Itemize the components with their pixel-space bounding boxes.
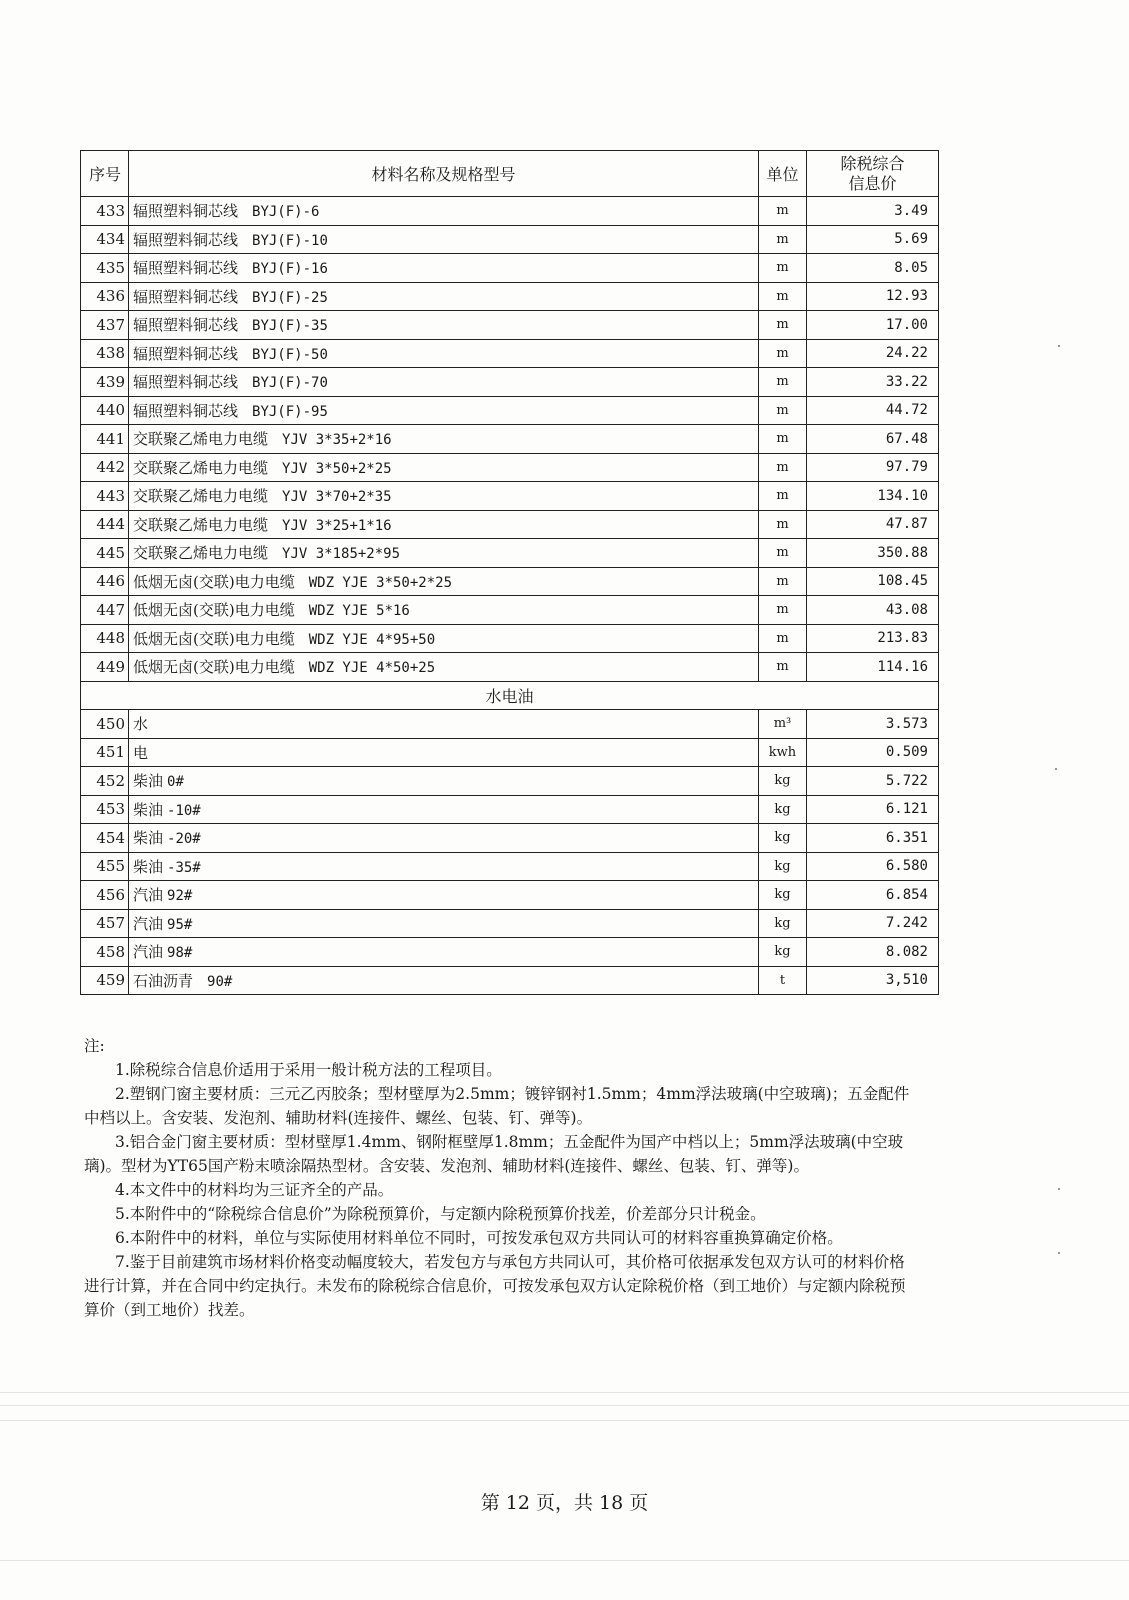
row-no: 454 (81, 824, 129, 853)
material-spec: 95# (167, 916, 193, 933)
table-row (81, 311, 939, 340)
note-item: 2.塑钢门窗主要材质：三元乙丙胶条；型材壁厚为2.5mm；镀锌钢衬1.5mm；4mm浮法玻璃(中空玻璃)；五金配件中档以上。含安装、发泡剂、辅助材料(连接件、螺丝、包装、钉、弹等)。 (84, 1085, 910, 1127)
material-spec: 0# (167, 774, 184, 791)
material-name: 辐照塑料铜芯线 (133, 202, 239, 221)
table-row (81, 710, 939, 739)
row-price: 114.16 (807, 653, 939, 682)
table-row (81, 453, 939, 482)
material-name: 辐照塑料铜芯线 (133, 373, 239, 392)
table-row (81, 624, 939, 653)
material-name: 柴油 (133, 800, 164, 819)
material-name: 辐照塑料铜芯线 (133, 316, 239, 335)
section-row (81, 681, 939, 710)
note-item: 7.鉴于目前建筑市场材料价格变动幅度较大，若发包方与承包方共同认可，其价格可依据承发包双方认可的材料价格进行计算，并在合同中约定执行。未发布的除税综合信息价，可按发承包双方认定除税价格（到工地价）与定额内除税预算价（到工地价）找差。 (84, 1253, 906, 1319)
row-name-cell (129, 539, 759, 568)
material-name: 交联聚乙烯电力电缆 (133, 430, 269, 449)
row-price: 7.242 (807, 909, 939, 938)
material-name: 汽油 (133, 886, 164, 905)
table-row (81, 197, 939, 226)
scan-speck (1055, 768, 1057, 770)
row-unit: m (759, 254, 807, 283)
material-name: 低烟无卤(交联)电力电缆 (133, 572, 295, 591)
row-unit: m (759, 197, 807, 226)
row-no: 458 (81, 938, 129, 967)
row-no: 451 (81, 738, 129, 767)
material-spec: BYJ(F)-95 (252, 403, 328, 420)
table-row (81, 368, 939, 397)
material-spec: -20# (167, 831, 201, 848)
note-item: 5.本附件中的“除税综合信息价”为除税预算价，与定额内除税预算价找差，价差部分只计税金。 (115, 1205, 766, 1223)
header-name: 材料名称及规格型号 (129, 151, 759, 197)
row-unit: m (759, 396, 807, 425)
row-no: 447 (81, 596, 129, 625)
header-no: 序号 (81, 151, 129, 197)
header-price-line1: 除税综合 (840, 153, 905, 173)
row-unit: kg (759, 909, 807, 938)
material-name: 辐照塑料铜芯线 (133, 259, 239, 278)
row-name-cell (129, 767, 759, 796)
material-name: 辐照塑料铜芯线 (133, 344, 239, 363)
row-unit: kg (759, 795, 807, 824)
table-row (81, 795, 939, 824)
material-name: 交联聚乙烯电力电缆 (133, 487, 269, 506)
row-name-cell (129, 966, 759, 995)
row-no: 436 (81, 282, 129, 311)
note-item: 1.除税综合信息价适用于采用一般计税方法的工程项目。 (115, 1061, 502, 1079)
row-no: 450 (81, 710, 129, 739)
scan-artifact (0, 1392, 1129, 1393)
material-name: 电 (133, 743, 149, 762)
material-name: 低烟无卤(交联)电力电缆 (133, 658, 295, 677)
row-name-cell (129, 425, 759, 454)
material-name: 汽油 (133, 943, 164, 962)
row-price: 44.72 (807, 396, 939, 425)
row-no: 437 (81, 311, 129, 340)
material-name: 柴油 (133, 829, 164, 848)
material-spec: YJV 3*35+2*16 (282, 432, 392, 449)
row-price: 213.83 (807, 624, 939, 653)
row-no: 441 (81, 425, 129, 454)
row-name-cell (129, 453, 759, 482)
material-name: 低烟无卤(交联)电力电缆 (133, 629, 295, 648)
row-unit: m (759, 539, 807, 568)
material-spec: YJV 3*50+2*25 (282, 460, 392, 477)
row-name-cell (129, 710, 759, 739)
row-price: 350.88 (807, 539, 939, 568)
material-spec: YJV 3*185+2*95 (282, 546, 401, 563)
table-body-cables (81, 197, 939, 682)
table-section (81, 681, 939, 710)
row-unit: m (759, 311, 807, 340)
row-price: 134.10 (807, 482, 939, 511)
material-name: 汽油 (133, 914, 164, 933)
row-name-cell (129, 339, 759, 368)
table-row (81, 767, 939, 796)
table-row (81, 738, 939, 767)
row-name-cell (129, 596, 759, 625)
row-name-cell (129, 653, 759, 682)
row-unit: kg (759, 824, 807, 853)
material-spec: BYJ(F)-6 (252, 204, 320, 221)
row-name-cell (129, 824, 759, 853)
notes-label: 注: (84, 1037, 105, 1055)
scan-artifact (0, 1420, 1129, 1421)
price-table (80, 150, 939, 995)
material-name: 辐照塑料铜芯线 (133, 401, 239, 420)
row-no: 434 (81, 225, 129, 254)
row-name-cell (129, 225, 759, 254)
row-unit: kg (759, 938, 807, 967)
material-name: 柴油 (133, 772, 164, 791)
row-no: 438 (81, 339, 129, 368)
row-unit: m (759, 596, 807, 625)
row-price: 5.722 (807, 767, 939, 796)
table-row (81, 282, 939, 311)
table-row (81, 938, 939, 967)
table-row (81, 596, 939, 625)
row-price: 47.87 (807, 510, 939, 539)
row-unit: m (759, 368, 807, 397)
material-name: 交联聚乙烯电力电缆 (133, 544, 269, 563)
row-price: 6.351 (807, 824, 939, 853)
row-no: 442 (81, 453, 129, 482)
header-unit: 单位 (759, 151, 807, 197)
material-spec: BYJ(F)-35 (252, 318, 328, 335)
scan-speck (1058, 1252, 1060, 1254)
row-no: 435 (81, 254, 129, 283)
row-name-cell (129, 396, 759, 425)
row-unit: m (759, 653, 807, 682)
material-name: 交联聚乙烯电力电缆 (133, 458, 269, 477)
note-item: 3.铝合金门窗主要材质：型材壁厚1.4mm、钢附框壁厚1.8mm；五金配件为国产中档以上；5mm浮法玻璃(中空玻璃)。型材为YT65国产粉末喷涂隔热型材。含安装、发泡剂、辅助材料(连接件、螺丝、包装、钉、弹等)。 (84, 1133, 904, 1175)
row-no: 453 (81, 795, 129, 824)
notes (84, 1034, 920, 1322)
material-spec: BYJ(F)-50 (252, 346, 328, 363)
row-no: 456 (81, 881, 129, 910)
material-name: 辐照塑料铜芯线 (133, 230, 239, 249)
row-no: 455 (81, 852, 129, 881)
row-price: 5.69 (807, 225, 939, 254)
table-row (81, 225, 939, 254)
row-price: 108.45 (807, 567, 939, 596)
row-unit: m (759, 482, 807, 511)
material-spec: 98# (167, 945, 193, 962)
row-unit: kg (759, 767, 807, 796)
row-price: 8.082 (807, 938, 939, 967)
material-spec: WDZ YJE 4*50+25 (308, 660, 436, 677)
row-unit: t (759, 966, 807, 995)
row-unit: m (759, 339, 807, 368)
row-price: 33.22 (807, 368, 939, 397)
scan-speck (1058, 345, 1060, 347)
table-row (81, 396, 939, 425)
table-row (81, 881, 939, 910)
row-no: 449 (81, 653, 129, 682)
row-unit: m (759, 510, 807, 539)
table-row (81, 482, 939, 511)
row-name-cell (129, 482, 759, 511)
row-name-cell (129, 254, 759, 283)
row-price: 6.580 (807, 852, 939, 881)
material-spec: YJV 3*25+1*16 (282, 517, 392, 534)
table-header-row (81, 151, 939, 197)
material-spec: -35# (167, 859, 201, 876)
row-name-cell (129, 282, 759, 311)
material-spec: -10# (167, 802, 201, 819)
row-name-cell (129, 938, 759, 967)
header-price-line2: 信息价 (848, 173, 897, 193)
row-name-cell (129, 567, 759, 596)
row-price: 17.00 (807, 311, 939, 340)
row-price: 8.05 (807, 254, 939, 283)
table-row (81, 510, 939, 539)
row-unit: kwh (759, 738, 807, 767)
material-name: 低烟无卤(交联)电力电缆 (133, 601, 295, 620)
row-name-cell (129, 311, 759, 340)
table-row (81, 852, 939, 881)
row-unit: kg (759, 852, 807, 881)
material-name: 交联聚乙烯电力电缆 (133, 515, 269, 534)
row-unit: m (759, 425, 807, 454)
table-row (81, 567, 939, 596)
row-name-cell (129, 624, 759, 653)
row-no: 440 (81, 396, 129, 425)
row-name-cell (129, 510, 759, 539)
row-price: 6.854 (807, 881, 939, 910)
material-spec: WDZ YJE 4*95+50 (308, 631, 436, 648)
row-name-cell (129, 197, 759, 226)
row-unit: m (759, 624, 807, 653)
row-unit: m (759, 282, 807, 311)
row-price: 97.79 (807, 453, 939, 482)
row-unit: kg (759, 881, 807, 910)
row-price: 3.49 (807, 197, 939, 226)
material-spec: WDZ YJE 3*50+2*25 (308, 574, 453, 591)
row-unit: m (759, 567, 807, 596)
table-row (81, 653, 939, 682)
row-name-cell (129, 909, 759, 938)
row-no: 433 (81, 197, 129, 226)
table-body-utilities (81, 710, 939, 995)
row-price: 6.121 (807, 795, 939, 824)
table-row (81, 909, 939, 938)
row-no: 445 (81, 539, 129, 568)
row-no: 443 (81, 482, 129, 511)
row-price: 0.509 (807, 738, 939, 767)
material-spec: YJV 3*70+2*35 (282, 489, 392, 506)
scan-artifact (0, 1560, 1129, 1561)
row-name-cell (129, 738, 759, 767)
page-number: 第 12 页，共 18 页 (480, 1492, 649, 1514)
row-no: 439 (81, 368, 129, 397)
material-name: 石油沥青 (133, 971, 194, 990)
row-name-cell (129, 852, 759, 881)
table-row (81, 254, 939, 283)
table-row (81, 425, 939, 454)
material-spec: 90# (207, 973, 233, 990)
row-price: 3.573 (807, 710, 939, 739)
scan-speck (1058, 1188, 1060, 1190)
material-name: 水 (133, 715, 149, 734)
row-price: 3,510 (807, 966, 939, 995)
row-no: 452 (81, 767, 129, 796)
row-no: 446 (81, 567, 129, 596)
table-row (81, 824, 939, 853)
material-spec: BYJ(F)-16 (252, 261, 328, 278)
material-spec: BYJ(F)-25 (252, 289, 328, 306)
row-price: 67.48 (807, 425, 939, 454)
note-item: 6.本附件中的材料，单位与实际使用材料单位不同时，可按发承包双方共同认可的材料容重换算确定价格。 (115, 1229, 843, 1247)
row-no: 444 (81, 510, 129, 539)
row-name-cell (129, 881, 759, 910)
material-name: 柴油 (133, 857, 164, 876)
row-price: 24.22 (807, 339, 939, 368)
table-row (81, 339, 939, 368)
row-price: 12.93 (807, 282, 939, 311)
material-name: 辐照塑料铜芯线 (133, 287, 239, 306)
row-unit: m (759, 225, 807, 254)
material-spec: WDZ YJE 5*16 (308, 603, 410, 620)
row-name-cell (129, 795, 759, 824)
table-row (81, 539, 939, 568)
header-price (807, 151, 939, 197)
section-title: 水电油 (81, 681, 939, 710)
table-row (81, 966, 939, 995)
note-item: 4.本文件中的材料均为三证齐全的产品。 (115, 1181, 394, 1199)
material-spec: BYJ(F)-10 (252, 232, 328, 249)
row-no: 457 (81, 909, 129, 938)
row-unit: m³ (759, 710, 807, 739)
row-no: 448 (81, 624, 129, 653)
row-name-cell (129, 368, 759, 397)
material-spec: BYJ(F)-70 (252, 375, 328, 392)
row-price: 43.08 (807, 596, 939, 625)
scan-artifact (0, 1405, 1129, 1406)
material-spec: 92# (167, 888, 193, 905)
row-no: 459 (81, 966, 129, 995)
row-unit: m (759, 453, 807, 482)
